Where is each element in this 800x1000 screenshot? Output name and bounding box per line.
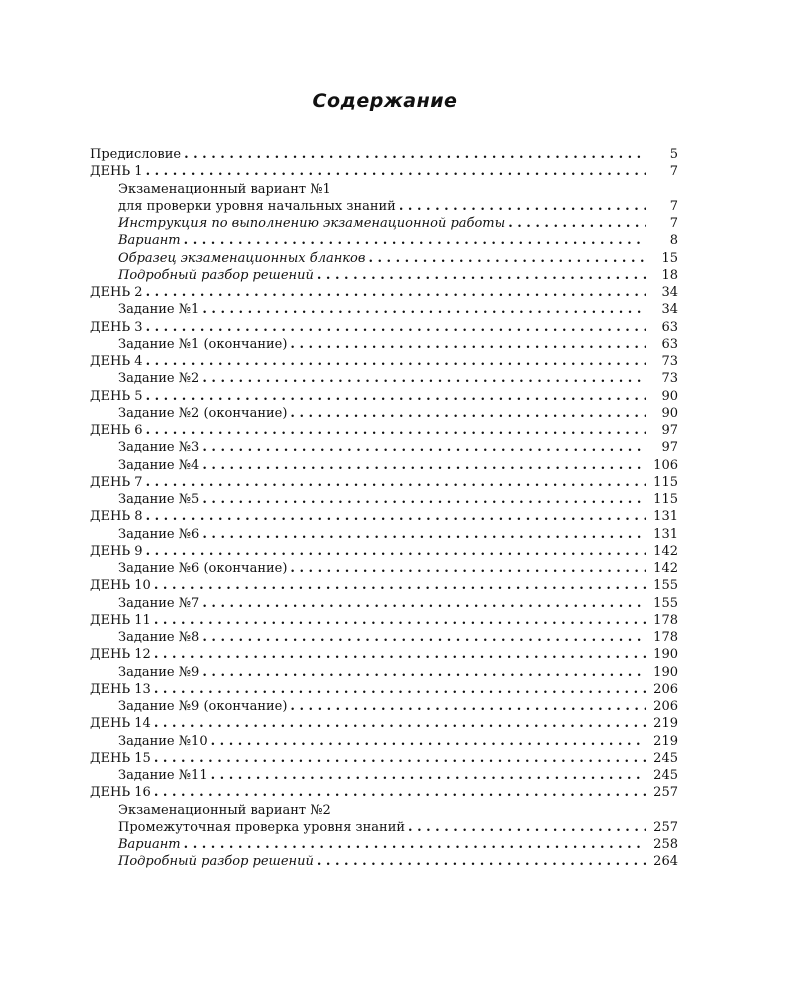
- dot-leader: [154, 784, 646, 801]
- toc-entry-title: Задание №5: [118, 492, 200, 507]
- dot-leader: [146, 508, 646, 525]
- dot-leader: [408, 819, 646, 836]
- toc-entry-title: ДЕНЬ 9: [90, 543, 143, 559]
- toc-entry[interactable]: [90, 370, 678, 387]
- toc-entry[interactable]: [90, 577, 678, 594]
- dot-leader: [154, 715, 646, 732]
- toc-entry-page-number: 245: [653, 750, 678, 766]
- toc-entry-title: ДЕНЬ 10: [90, 578, 151, 594]
- toc-entry-page-number: 142: [653, 543, 678, 559]
- dot-leader: [317, 853, 646, 870]
- dot-leader: [146, 474, 646, 491]
- dot-leader: [290, 560, 646, 577]
- toc-entry-page-number: 8: [669, 233, 678, 249]
- toc-entry-title: Образец экзаменационных бланков: [118, 250, 366, 266]
- dot-leader: [146, 388, 646, 405]
- dot-leader: [146, 422, 646, 439]
- toc-entry-title: Вариант: [118, 837, 181, 852]
- dot-leader: [146, 319, 646, 336]
- toc-entry-title: Задание №1: [118, 302, 200, 318]
- toc-entry[interactable]: [90, 750, 678, 767]
- toc-entry-title: Задание №4: [118, 457, 200, 473]
- toc-entry-page-number: 34: [661, 302, 678, 318]
- toc-entry[interactable]: [90, 526, 678, 543]
- page-title: Содержание: [312, 90, 458, 112]
- toc-entry-page-number: 206: [653, 699, 678, 714]
- toc-entry-page-number: 115: [653, 492, 678, 507]
- toc-entry[interactable]: [90, 767, 678, 784]
- toc-entry-page-number: 190: [653, 647, 678, 663]
- toc-entry[interactable]: [90, 439, 678, 456]
- dot-leader: [399, 198, 646, 215]
- dot-leader: [202, 629, 646, 646]
- toc-entry-page-number: 90: [661, 388, 678, 404]
- toc-entry-title: Экзаменационный вариант №2: [118, 802, 331, 818]
- toc-entry-title: Задание №9 (окончание): [118, 699, 288, 714]
- toc-entry-page-number: 7: [669, 164, 678, 180]
- table-of-contents: [90, 146, 678, 871]
- dot-leader: [202, 457, 646, 474]
- toc-entry-title: Задание №6 (окончание): [118, 561, 288, 576]
- dot-leader: [202, 370, 646, 387]
- dot-leader: [202, 595, 646, 612]
- toc-entry[interactable]: [90, 664, 678, 681]
- toc-entry-title: Инструкция по выполнению экзаменационной работы: [118, 216, 506, 231]
- toc-entry-page-number: 90: [661, 405, 678, 421]
- toc-entry[interactable]: [90, 284, 678, 301]
- dot-leader: [146, 353, 646, 370]
- toc-entry[interactable]: [90, 629, 678, 646]
- toc-entry-title: ДЕНЬ 4: [90, 354, 143, 369]
- toc-entry-page-number: 97: [661, 423, 678, 438]
- toc-entry-page-number: 142: [653, 561, 678, 576]
- dot-leader: [202, 301, 646, 318]
- toc-entry[interactable]: [90, 681, 678, 698]
- toc-entry[interactable]: [90, 181, 678, 198]
- toc-entry-page-number: 106: [653, 457, 678, 473]
- toc-entry-title: Задание №2: [118, 371, 200, 387]
- dot-leader: [202, 664, 646, 681]
- toc-entry[interactable]: [90, 508, 678, 525]
- dot-leader: [184, 836, 646, 853]
- toc-entry[interactable]: [90, 491, 678, 508]
- toc-entry[interactable]: [90, 250, 678, 267]
- dot-leader: [211, 733, 646, 750]
- dot-leader: [202, 439, 646, 456]
- dot-leader: [146, 284, 646, 301]
- toc-entry[interactable]: [90, 422, 678, 439]
- toc-entry-page-number: 63: [661, 319, 678, 335]
- toc-entry[interactable]: [90, 405, 678, 422]
- toc-entry-page-number: 131: [653, 509, 678, 525]
- toc-entry[interactable]: [90, 784, 678, 801]
- toc-entry[interactable]: [90, 353, 678, 370]
- dot-leader: [508, 215, 646, 232]
- toc-entry[interactable]: [90, 646, 678, 663]
- toc-entry-page-number: 73: [661, 371, 678, 387]
- dot-leader: [202, 526, 646, 543]
- toc-entry-page-number: 264: [653, 854, 678, 870]
- toc-entry-title: Промежуточная проверка уровня знаний: [118, 819, 406, 835]
- toc-entry[interactable]: [90, 853, 678, 870]
- toc-entry-title: ДЕНЬ 12: [90, 647, 151, 663]
- toc-entry-page-number: 178: [653, 630, 678, 645]
- toc-entry[interactable]: [90, 198, 678, 215]
- toc-entry[interactable]: [90, 698, 678, 715]
- toc-entry[interactable]: [90, 163, 678, 180]
- toc-entry-page-number: 178: [653, 612, 678, 628]
- dot-leader: [154, 612, 646, 629]
- dot-leader: [154, 577, 646, 594]
- toc-entry[interactable]: [90, 715, 678, 732]
- dot-leader: [184, 232, 646, 249]
- toc-entry[interactable]: [90, 267, 678, 284]
- toc-entry-page-number: 219: [653, 733, 678, 749]
- toc-entry-title: Вариант: [118, 233, 181, 249]
- dot-leader: [290, 698, 646, 715]
- toc-entry[interactable]: [90, 560, 678, 577]
- toc-entry-title: Предисловие: [90, 147, 182, 162]
- dot-leader: [211, 767, 646, 784]
- toc-entry[interactable]: [90, 543, 678, 560]
- toc-entry-title: Задание №11: [118, 768, 208, 783]
- toc-entry[interactable]: [90, 819, 678, 836]
- toc-entry-page-number: 206: [653, 681, 678, 697]
- dot-leader: [317, 267, 646, 284]
- dot-leader: [184, 146, 646, 163]
- toc-entry-page-number: 258: [653, 837, 678, 852]
- toc-entry-page-number: 73: [661, 354, 678, 369]
- toc-entry[interactable]: [90, 388, 678, 405]
- toc-entry-page-number: 18: [661, 267, 678, 283]
- toc-entry-title: Задание №7: [118, 595, 200, 611]
- dot-leader: [154, 646, 646, 663]
- dot-leader: [146, 163, 646, 180]
- toc-entry[interactable]: [90, 733, 678, 750]
- dot-leader: [146, 543, 646, 560]
- toc-entry-title: Подробный разбор решений: [118, 854, 314, 870]
- toc-entry-title: ДЕНЬ 15: [90, 750, 151, 766]
- toc-entry[interactable]: [90, 215, 678, 232]
- toc-entry-title: Задание №3: [118, 440, 200, 456]
- toc-entry-page-number: 257: [653, 819, 678, 835]
- dot-leader: [290, 405, 646, 422]
- toc-entry-page-number: 115: [653, 474, 678, 490]
- toc-entry-title: для проверки уровня начальных знаний: [118, 198, 396, 214]
- toc-entry-page-number: 155: [653, 578, 678, 594]
- toc-entry-page-number: 245: [653, 768, 678, 783]
- toc-entry[interactable]: [90, 474, 678, 491]
- toc-entry-page-number: 63: [661, 336, 678, 352]
- dot-leader: [290, 336, 646, 353]
- dot-leader: [202, 491, 646, 508]
- toc-entry-title: Задание №10: [118, 733, 208, 749]
- toc-entry-title: Задание №1 (окончание): [118, 336, 288, 352]
- toc-entry[interactable]: [90, 319, 678, 336]
- toc-entry-title: ДЕНЬ 14: [90, 716, 151, 732]
- toc-entry-page-number: 131: [653, 526, 678, 542]
- toc-entry-title: Задание №8: [118, 630, 200, 645]
- toc-entry-page-number: 34: [661, 285, 678, 300]
- dot-leader: [368, 250, 646, 267]
- toc-entry[interactable]: [90, 802, 678, 819]
- dot-leader: [154, 750, 646, 767]
- toc-entry-page-number: 219: [653, 716, 678, 732]
- toc-entry[interactable]: [90, 836, 678, 853]
- toc-entry[interactable]: [90, 146, 678, 163]
- toc-entry-title: ДЕНЬ 5: [90, 388, 143, 404]
- toc-entry-page-number: 190: [653, 664, 678, 680]
- toc-entry-title: ДЕНЬ 16: [90, 785, 151, 801]
- toc-entry-page-number: 257: [653, 785, 678, 801]
- toc-entry-title: ДЕНЬ 6: [90, 423, 143, 438]
- toc-entry[interactable]: [90, 301, 678, 318]
- toc-entry-title: Подробный разбор решений: [118, 267, 314, 283]
- toc-entry-title: Задание №9: [118, 664, 200, 680]
- toc-entry[interactable]: [90, 612, 678, 629]
- toc-entry-page-number: 15: [661, 250, 678, 266]
- toc-entry-title: ДЕНЬ 13: [90, 681, 151, 697]
- toc-entry-page-number: 7: [669, 198, 678, 214]
- toc-entry-title: ДЕНЬ 7: [90, 474, 143, 490]
- toc-entry-page-number: 155: [653, 595, 678, 611]
- toc-entry-page-number: 7: [669, 216, 678, 231]
- toc-entry-title: ДЕНЬ 2: [90, 285, 143, 300]
- toc-entry-title: Задание №2 (окончание): [118, 405, 288, 421]
- toc-entry-page-number: 97: [661, 440, 678, 456]
- toc-entry-page-number: 5: [669, 147, 678, 162]
- toc-entry-title: ДЕНЬ 11: [90, 612, 151, 628]
- toc-entry[interactable]: [90, 595, 678, 612]
- toc-entry-title: ДЕНЬ 8: [90, 509, 143, 525]
- toc-entry[interactable]: [90, 457, 678, 474]
- toc-entry-title: ДЕНЬ 3: [90, 319, 143, 335]
- toc-entry-title: Экзаменационный вариант №1: [118, 181, 331, 197]
- dot-leader: [154, 681, 646, 698]
- toc-entry[interactable]: [90, 232, 678, 249]
- toc-entry[interactable]: [90, 336, 678, 353]
- toc-entry-title: Задание №6: [118, 526, 200, 542]
- toc-entry-title: ДЕНЬ 1: [90, 164, 143, 180]
